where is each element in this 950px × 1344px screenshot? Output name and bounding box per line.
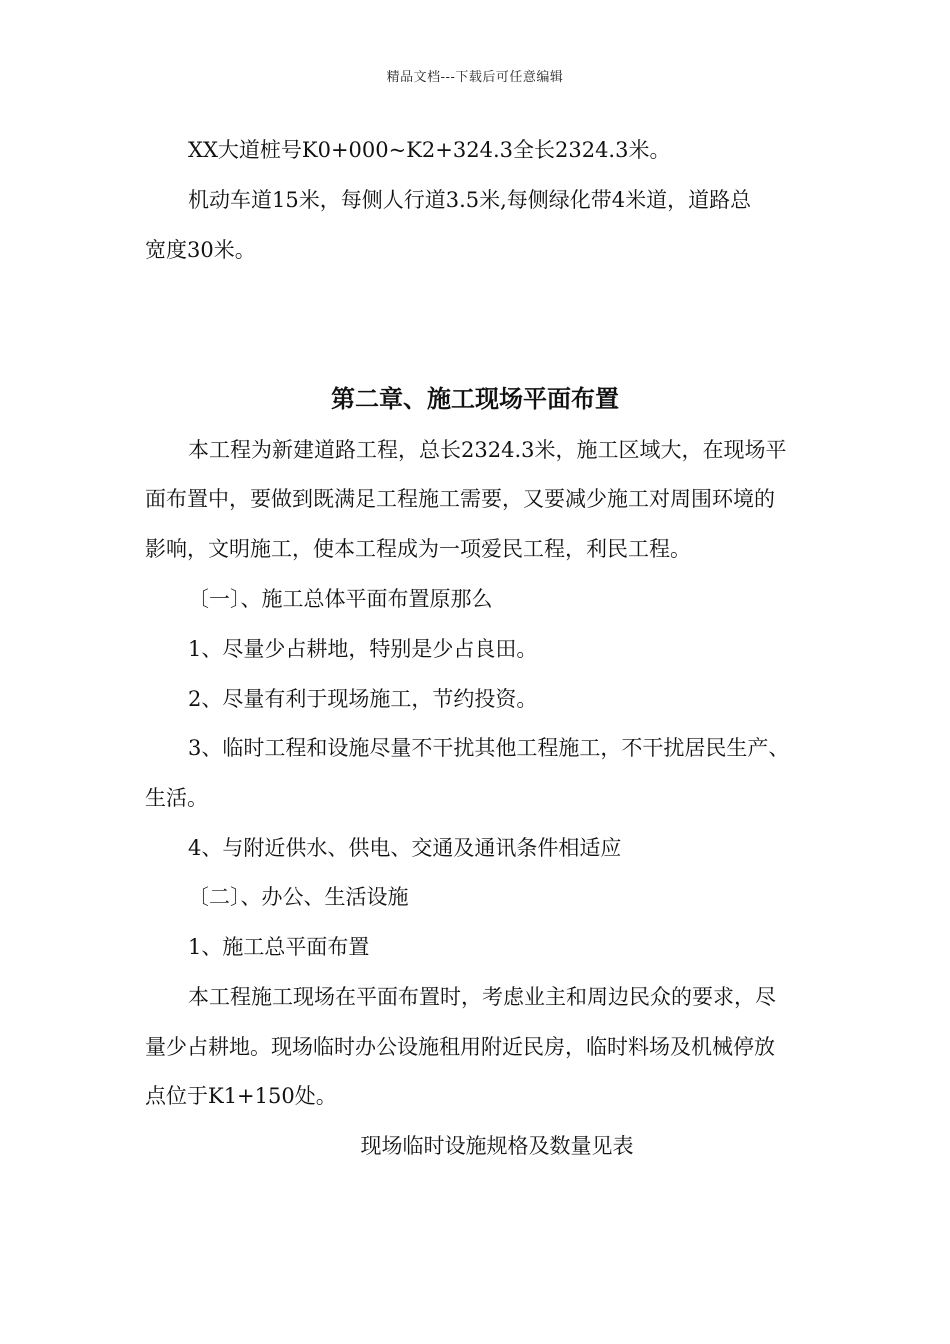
- list-item: 2、尽量有利于现场施工，节约投资。: [188, 687, 538, 711]
- chapter-title: 第二章、施工现场平面布置: [331, 384, 619, 413]
- section-heading-1: 〔一〕、施工总体平面布置原那么: [188, 587, 493, 611]
- paragraph-line: 点位于K1+150处。: [145, 1084, 337, 1108]
- subsection-heading: 1、施工总平面布置: [188, 935, 370, 959]
- list-item-cont: 生活。: [145, 786, 208, 810]
- list-item: 3、临时工程和设施尽量不干扰其他工程施工，不干扰居民生产、: [188, 736, 790, 760]
- table-caption: 现场临时设施规格及数量见表: [360, 1134, 634, 1158]
- paragraph-line: 本工程为新建道路工程，总长2324.3米，施工区域大，在现场平: [188, 438, 787, 462]
- page-header: 精品文档---下载后可任意编辑: [386, 70, 564, 85]
- paragraph-line: 量少占耕地。现场临时办公设施租用附近民房，临时料场及机械停放: [145, 1035, 775, 1059]
- road-width-line-cont: 宽度30米。: [145, 238, 256, 262]
- paragraph-line: 本工程施工现场在平面布置时，考虑业主和周边民众的要求，尽: [188, 985, 776, 1009]
- paragraph-line: 影响，文明施工，使本工程成为一项爱民工程，利民工程。: [145, 537, 691, 561]
- section-heading-2: 〔二〕、办公、生活设施: [188, 885, 409, 909]
- paragraph-line: 面布置中，要做到既满足工程施工需要，又要减少施工对周围环境的: [145, 487, 775, 511]
- list-item: 1、尽量少占耕地，特别是少占良田。: [188, 637, 538, 661]
- road-width-line: 机动车道15米，每侧人行道3.5米,每侧绿化带4米道，道路总: [188, 188, 752, 212]
- list-item: 4、与附近供水、供电、交通及通讯条件相适应: [188, 836, 622, 860]
- road-stake-line: XX大道桩号K0+000~K2+324.3全长2324.3米。: [188, 138, 671, 162]
